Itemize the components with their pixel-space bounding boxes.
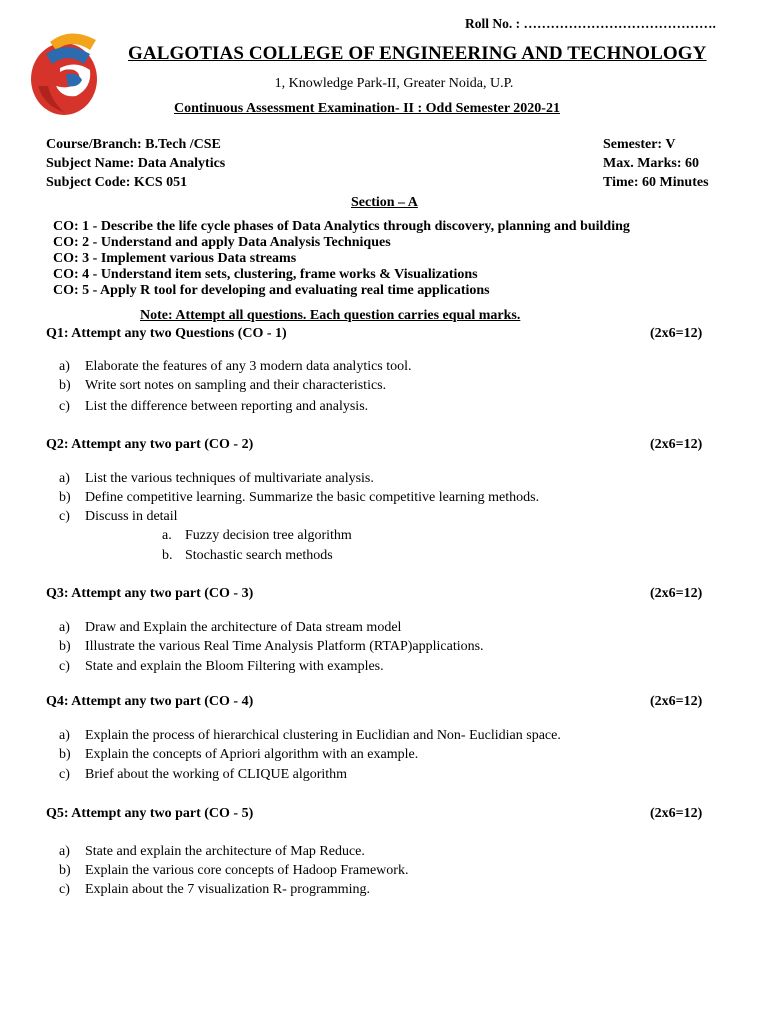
question-part: a) Draw and Explain the architecture of Data stream model — [59, 620, 402, 635]
question-marks: (2x6=12) — [650, 586, 703, 601]
course-outcome: CO: 5 - Apply R tool for developing and evaluating real time applications — [53, 283, 490, 298]
question-subpart: b. Stochastic search methods — [162, 548, 333, 563]
question-part: a) List the various techniques of multivariate analysis. — [59, 471, 374, 486]
question-part: b) Explain the concepts of Apriori algorithm with an example. — [59, 747, 419, 762]
question-part: a) Explain the process of hierarchical clustering in Euclidian and Non- Euclidian space. — [59, 728, 561, 743]
instructions-note: Note: Attempt all questions. Each question carries equal marks. — [140, 308, 521, 323]
exam-time: Time: 60 Minutes — [603, 175, 709, 190]
question-title: Q4: Attempt any two part (CO - 4) — [46, 694, 254, 709]
question-marks: (2x6=12) — [650, 437, 703, 452]
question-title: Q1: Attempt any two Questions (CO - 1) — [46, 326, 287, 341]
question-part: c) Discuss in detail — [59, 509, 178, 524]
exam-title: Continuous Assessment Examination- II : Odd Semester 2020-21 — [174, 101, 560, 116]
college-address: 1, Knowledge Park-II, Greater Noida, U.P. — [274, 76, 514, 91]
question-marks: (2x6=12) — [650, 326, 703, 341]
question-part: c) State and explain the Bloom Filtering with examples. — [59, 659, 384, 674]
question-subpart: a. Fuzzy decision tree algorithm — [162, 528, 352, 543]
question-part: b) Define competitive learning. Summarize the basic competitive learning methods. — [59, 490, 540, 505]
subject-name: Subject Name: Data Analytics — [46, 156, 226, 171]
roll-number-line: Roll No. : ……………………………………. — [465, 16, 716, 31]
course-branch: Course/Branch: B.Tech /CSE — [46, 137, 221, 152]
subject-code: Subject Code: KCS 051 — [46, 175, 188, 190]
question-title: Q5: Attempt any two part (CO - 5) — [46, 806, 254, 821]
course-outcome: CO: 1 - Describe the life cycle phases of Data Analytics through discovery, planning and building — [53, 219, 630, 234]
question-part: c) List the difference between reporting and analysis. — [59, 399, 369, 414]
course-outcome: CO: 2 - Understand and apply Data Analysis Techniques — [53, 235, 391, 250]
question-part: a) State and explain the architecture of Map Reduce. — [59, 844, 365, 859]
college-logo — [30, 24, 102, 118]
semester: Semester: V — [603, 137, 676, 152]
question-part: b) Write sort notes on sampling and their characteristics. — [59, 378, 387, 393]
question-marks: (2x6=12) — [650, 694, 703, 709]
course-outcome: CO: 4 - Understand item sets, clustering, frame works & Visualizations — [53, 267, 478, 282]
section-heading: Section – A — [351, 195, 418, 210]
question-part: c) Brief about the working of CLIQUE algorithm — [59, 767, 348, 782]
question-title: Q3: Attempt any two part (CO - 3) — [46, 586, 254, 601]
course-outcome: CO: 3 - Implement various Data streams — [53, 251, 297, 266]
max-marks: Max. Marks: 60 — [603, 156, 700, 171]
question-part: c) Explain about the 7 visualization R- programming. — [59, 882, 370, 897]
question-title: Q2: Attempt any two part (CO - 2) — [46, 437, 254, 452]
question-part: b) Explain the various core concepts of Hadoop Framework. — [59, 863, 409, 878]
college-name: GALGOTIAS COLLEGE OF ENGINEERING AND TECHNOLOGY — [128, 43, 707, 64]
question-marks: (2x6=12) — [650, 806, 703, 821]
question-part: b) Illustrate the various Real Time Analysis Platform (RTAP)applications. — [59, 639, 484, 654]
question-part: a) Elaborate the features of any 3 modern data analytics tool. — [59, 359, 412, 374]
